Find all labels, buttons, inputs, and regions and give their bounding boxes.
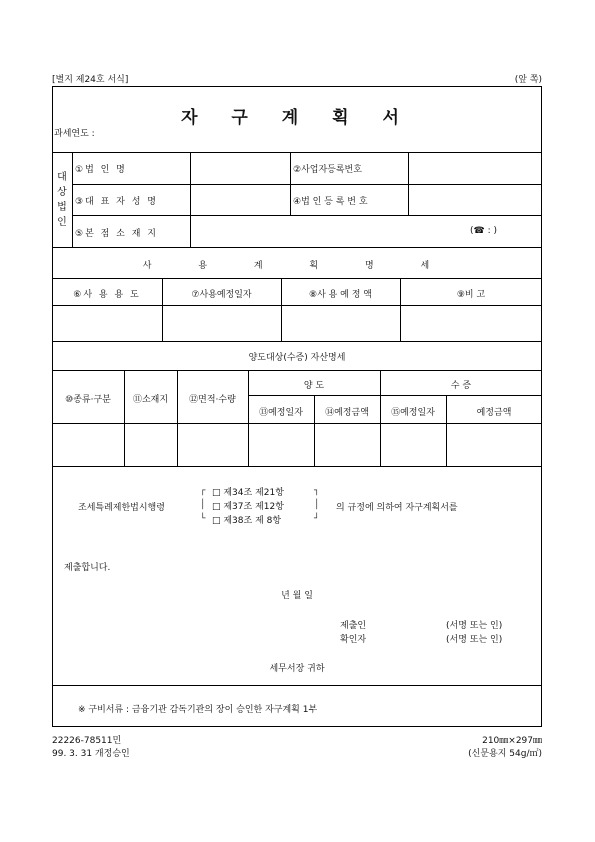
usage-col-remarks: ⑨비 고 (456, 290, 486, 300)
corp-reg-label: ④법 인 등 록 번 호 (293, 197, 368, 207)
rule (52, 423, 542, 424)
rule (52, 341, 542, 342)
confirmer-sign: (서명 또는 인) (446, 635, 503, 645)
rule (52, 466, 542, 467)
article-option[interactable]: □ 제34조 제21항 (212, 488, 284, 498)
confirmer-label: 확인자 (340, 635, 367, 645)
rule (124, 370, 125, 466)
usage-col-purpose: ⑥사 용 용 도 (73, 290, 141, 300)
usage-col-date: ⑦사용예정일자 (191, 290, 252, 300)
assets-section-title: 양도대상(수증) 자산명세 (248, 353, 346, 363)
form-number: [별지 제24호 서식] (52, 75, 129, 85)
rule (72, 184, 542, 185)
gift-amount-col: 예정금액 (476, 408, 512, 418)
rule (52, 247, 542, 248)
rule (52, 685, 542, 686)
paper-size: 210㎜×297㎜ (482, 736, 542, 746)
approval-date: 99. 3. 31 개정승인 (52, 749, 130, 759)
ceo-name-label: ③대 표 자 성 명 (75, 197, 158, 207)
date-line: 년 월 일 (281, 591, 313, 601)
rule (52, 278, 542, 279)
rule (52, 370, 542, 371)
addressee: 세무서장 귀하 (269, 664, 325, 674)
rule (177, 370, 178, 466)
corp-name-label: ①법 인 명 (75, 165, 127, 175)
form-code: 22226-78511민 (52, 736, 122, 746)
business-reg-label: ②사업자등록번호 (293, 165, 362, 175)
transfer-header: 양 도 (303, 381, 325, 391)
phone-label: (☎ : ) (470, 226, 497, 236)
head-office-label: ⑤본 점 소 재 지 (75, 229, 158, 239)
rule (52, 305, 542, 306)
attachments-note: ※ 구비서류 : 금융기관 감독기관의 장이 승인한 자구계획 1부 (78, 705, 318, 715)
paper-type: (신문용지 54g/㎡) (468, 749, 542, 759)
assets-col-kind: ⑩종류·구분 (65, 395, 111, 405)
rule (72, 215, 542, 216)
left-bracket: ┌ │ └ (200, 486, 206, 524)
article-options (212, 486, 284, 528)
rule (290, 152, 291, 215)
assets-col-location: ⑪소재지 (132, 395, 169, 405)
rule (190, 152, 191, 247)
page-title: 자 구 계 획 서 (181, 108, 413, 128)
rule (72, 152, 73, 247)
rule (408, 152, 409, 215)
usage-section-title: 사 용 계 획 명 세 (142, 261, 452, 271)
article-option[interactable]: □ 제37조 제12항 (212, 502, 284, 512)
submit-text: 제출합니다. (64, 563, 111, 573)
transfer-amount-col: ⑭예정금액 (325, 408, 369, 418)
right-bracket: ┐ │ ┘ (314, 486, 320, 524)
rule (248, 395, 542, 396)
corp-group-label: 대상법인 (57, 172, 67, 228)
submitter-sign: (서명 또는 인) (446, 621, 503, 631)
gift-header: 수 증 (450, 381, 472, 391)
gift-date-col: ⑮예정일자 (391, 408, 435, 418)
tax-year-label: 과세연도 : (54, 129, 95, 139)
usage-col-amount: ⑧사 용 예 정 액 (309, 290, 372, 300)
transfer-date-col: ⑬예정일자 (259, 408, 303, 418)
law-name: 조세특례제한법시행령 (78, 503, 165, 513)
page-side: (앞 쪽) (514, 75, 542, 85)
rule (52, 152, 542, 153)
submitter-label: 제출인 (340, 621, 367, 631)
assets-col-area: ⑫면적·수량 (189, 395, 236, 405)
article-option[interactable]: □ 제38조 제 8항 (212, 516, 282, 526)
statement-tail: 의 규정에 의하여 자구계획서를 (336, 503, 458, 513)
